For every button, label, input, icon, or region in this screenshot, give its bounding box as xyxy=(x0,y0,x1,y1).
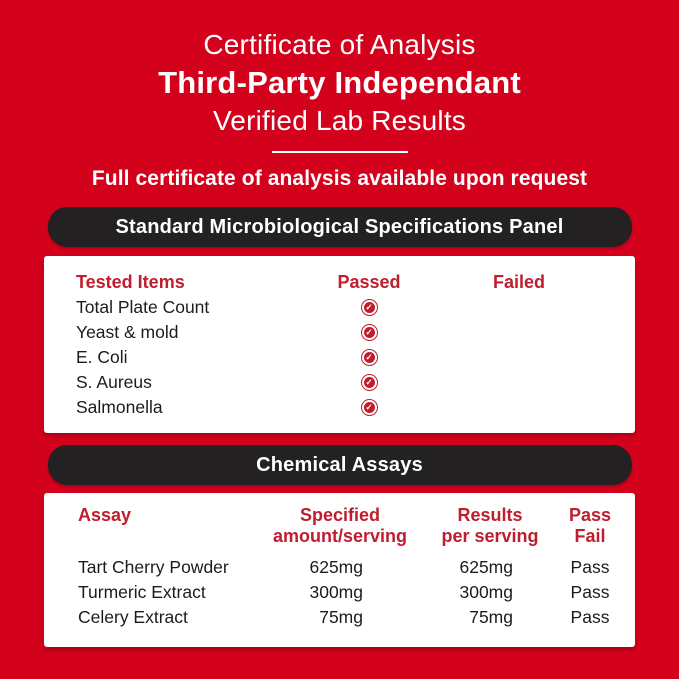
checkmark-glyph: ✓ xyxy=(365,377,373,387)
header-line: Results xyxy=(457,505,523,525)
result-amount: 625mg xyxy=(459,557,513,577)
specified-amount: 75mg xyxy=(319,607,363,627)
title-line-1: Certificate of Analysis xyxy=(203,29,476,60)
tested-item-label: E. Coli xyxy=(76,347,128,367)
micro-row-e-coli xyxy=(76,345,603,370)
hero-section xyxy=(0,26,679,191)
checkmark-glyph: ✓ xyxy=(365,302,373,312)
micro-row-salmonella xyxy=(76,395,603,420)
column-header-specified-amount xyxy=(269,505,411,547)
checkmark-glyph: ✓ xyxy=(365,327,373,337)
micro-panel-card xyxy=(44,256,635,433)
check-circle-icon xyxy=(361,374,378,391)
pass-fail-status: Pass xyxy=(570,607,610,627)
assay-name: Turmeric Extract xyxy=(78,582,206,602)
result-amount: 300mg xyxy=(459,582,513,602)
pass-fail-status: Pass xyxy=(570,557,610,577)
column-header-assay: Assay xyxy=(78,505,132,525)
chemical-row-celery xyxy=(78,605,611,630)
column-header-tested-items: Tested Items xyxy=(76,271,185,292)
chemical-panel-card xyxy=(44,493,635,647)
chemical-header-row xyxy=(78,505,611,547)
micro-panel-header xyxy=(48,207,632,247)
divider-line xyxy=(272,151,408,153)
tested-item-label: S. Aureus xyxy=(76,372,152,392)
availability-note: Full certificate of analysis available upon request xyxy=(91,167,588,190)
checkmark-glyph: ✓ xyxy=(365,352,373,362)
header-line: Pass xyxy=(569,505,612,525)
result-amount: 75mg xyxy=(469,607,513,627)
specified-amount: 300mg xyxy=(309,582,363,602)
specified-amount: 625mg xyxy=(309,557,363,577)
header-line: Fail xyxy=(574,526,606,546)
assay-name: Tart Cherry Powder xyxy=(78,557,229,577)
check-circle-icon xyxy=(361,324,378,341)
header-line: per serving xyxy=(441,526,539,546)
chemical-panel-header xyxy=(48,445,632,485)
pass-fail-status: Pass xyxy=(570,582,610,602)
assay-name: Celery Extract xyxy=(78,607,188,627)
check-circle-icon xyxy=(361,349,378,366)
column-header-pass-fail xyxy=(569,505,611,547)
tested-item-label: Total Plate Count xyxy=(76,297,210,317)
checkmark-glyph: ✓ xyxy=(365,402,373,412)
column-header-failed: Failed xyxy=(492,271,545,292)
header-line: Specified xyxy=(299,505,381,525)
tested-item-label: Salmonella xyxy=(76,397,163,417)
title-line-2: Third-Party Independant xyxy=(158,65,521,100)
chemical-panel-title: Chemical Assays xyxy=(256,453,423,476)
micro-panel-title: Standard Microbiological Specifications Panel xyxy=(115,215,564,238)
chemical-row-tart-cherry xyxy=(78,555,611,580)
chemical-row-turmeric xyxy=(78,580,611,605)
check-circle-icon xyxy=(361,299,378,316)
micro-row-s-aureus xyxy=(76,370,603,395)
check-circle-icon xyxy=(361,399,378,416)
column-header-results-per-serving xyxy=(411,505,569,547)
tested-item-label: Yeast & mold xyxy=(76,322,179,342)
micro-row-total-plate-count xyxy=(76,295,603,320)
micro-row-yeast-mold xyxy=(76,320,603,345)
header-line: amount/serving xyxy=(272,526,408,546)
title-line-3: Verified Lab Results xyxy=(212,105,467,136)
column-header-passed: Passed xyxy=(337,271,401,292)
micro-header-row xyxy=(76,269,603,295)
